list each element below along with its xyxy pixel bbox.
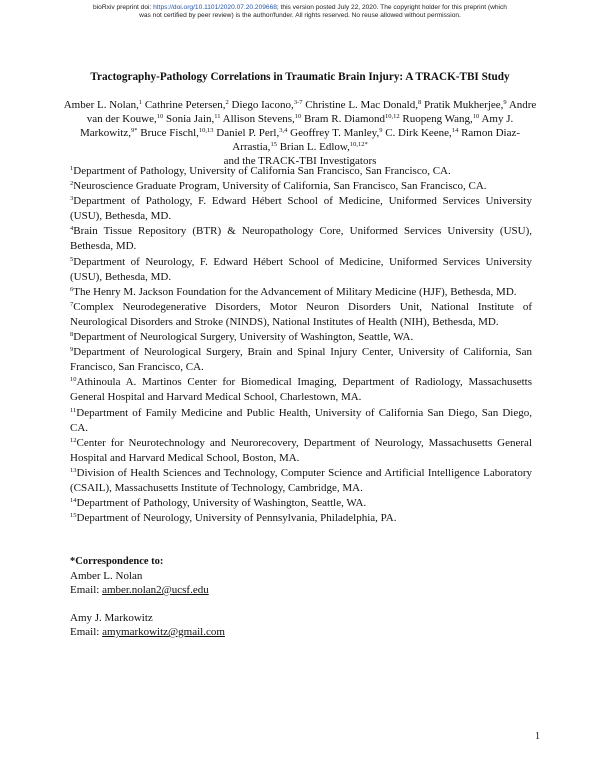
author-name: Geoffrey T. Manley, [290, 127, 380, 139]
author-affiliation-marker: 3-7 [293, 99, 303, 106]
author-affiliation-marker: 11 [214, 113, 221, 120]
author-affiliation-marker: 10,12 [385, 113, 400, 120]
affiliation-item [70, 330, 532, 345]
affiliation-text: Department of Neurological Surgery, University of Washington, Seattle, WA. [73, 331, 414, 344]
affiliation-text: Neuroscience Graduate Program, University of California, San Francisco, San Francisco, CA. [73, 180, 487, 193]
contact-name: Amber L. Nolan [70, 570, 143, 582]
author-affiliation-marker: 14 [451, 127, 459, 134]
author-affiliation-marker: 10,12* [349, 141, 368, 148]
author-name: Amy J. Markowitz, [79, 113, 514, 139]
author-name: Bruce Fischl, [140, 127, 199, 139]
affiliation-number: 11 [70, 406, 77, 414]
banner-line-2: was not certified by peer review) is the author/funder. All rights reserved. No reuse allowed without permission. [139, 12, 461, 19]
affiliation-item [70, 375, 532, 405]
affiliation-text: Center for Neurotechnology and Neurorecovery, Department of Neurology, Massachusetts General Hospital and Harvard Medical School, Boston, MA. [70, 436, 532, 464]
author-affiliation-marker: 10,13 [198, 127, 214, 134]
author-affiliation-marker: 3,4 [279, 127, 288, 134]
affiliation-item [70, 406, 532, 436]
author-name: Ruopeng Wang, [402, 113, 473, 125]
author-affiliation-marker: 15 [270, 141, 277, 148]
author-name: Ramon Diaz-Arrastia, [232, 127, 521, 153]
affiliation-number: 5 [70, 255, 74, 263]
affiliation-text: Department of Pathology, F. Edward Hébert School of Medicine, Uniformed Services University (USU), Bethesda, MD. [70, 195, 532, 223]
author-name: Andre van der Kouwe, [86, 99, 537, 125]
affiliation-item [70, 466, 532, 496]
affiliation-item [70, 511, 532, 526]
affiliation-item [70, 436, 532, 466]
affiliation-text: Department of Neurology, F. Edward Hébert School of Medicine, Uniformed Services University (USU), Bethesda, MD. [70, 255, 532, 283]
author-name: Cathrine Petersen, [144, 99, 226, 111]
author-name: Bram R. Diamond [304, 113, 386, 125]
affiliation-text: Department of Pathology, University of California San Francisco, San Francisco, CA. [73, 165, 451, 177]
author-name: C. Dirk Keene, [385, 127, 452, 139]
author-affiliation-marker: 8 [417, 99, 422, 106]
investigators-line: and the TRACK-TBI Investigators [223, 155, 377, 167]
contact-email-line [70, 625, 470, 639]
affiliation-text: Department of Family Medicine and Public Health, University of California San Diego, San Diego, CA. [70, 406, 532, 434]
email-link[interactable]: amymarkowitz@gmail.com [102, 626, 225, 638]
page-number: 1 [535, 731, 540, 742]
author-affiliation-marker: 10 [472, 113, 480, 120]
author-name: Allison Stevens, [222, 113, 295, 125]
author-affiliation-marker: 9 [379, 127, 383, 134]
affiliation-number: 15 [70, 512, 77, 520]
affiliation-text: Complex Neurodegenerative Disorders, Motor Neuron Disorders Unit, National Institute of Neurological Disorders and Stroke (NINDS), National Institutes of Health (NIH), Bethesda, MD. [70, 300, 532, 328]
affiliation-number: 10 [70, 376, 77, 384]
affiliation-item [70, 179, 532, 194]
affiliation-number: 9 [70, 346, 74, 354]
contact-spacer [70, 597, 470, 611]
affiliation-text: Division of Health Sciences and Technology, Computer Science and Artificial Intelligence Laboratory (CSAIL), Massachusetts Institute of Technology, Cambridge, MA. [70, 466, 532, 494]
affiliation-text: Department of Neurological Surgery, Brain and Spinal Injury Center, University of California, San Francisco, San Francisco, CA. [70, 346, 532, 374]
affiliation-number: 3 [70, 195, 74, 203]
author-name: Pratik Mukherjee, [423, 99, 504, 111]
authors [64, 99, 537, 153]
affiliation-item [70, 285, 532, 300]
affiliation-item [70, 496, 532, 511]
preprint-banner [20, 4, 580, 20]
affiliation-number: 13 [70, 466, 77, 474]
author-affiliation-marker: 9 [503, 99, 507, 106]
author-affiliation-marker: 10 [294, 113, 302, 120]
affiliation-number: 2 [70, 180, 74, 188]
affiliation-text: The Henry M. Jackson Foundation for the Advancement of Military Medicine (HJF), Bethesda, MD. [73, 285, 517, 298]
paper-title: Tractography-Pathology Correlations in Traumatic Brain Injury: A TRACK-TBI Study [90, 71, 510, 83]
affiliation-item [70, 255, 532, 285]
author-name: Sonia Jain, [165, 113, 215, 125]
banner-line-1: bioRxiv preprint doi: https://doi.org/10.1101/2020.07.20.209668; this version posted July 22, 2020. The copyright holder for this preprint (which [93, 4, 507, 11]
affiliation-item [70, 224, 532, 254]
affiliation-number: 12 [70, 436, 77, 444]
author-name: Amber L. Nolan, [63, 99, 139, 111]
affiliation-item [70, 345, 532, 375]
author-affiliation-marker: 9* [131, 127, 138, 134]
affiliation-number: 4 [70, 225, 74, 233]
affiliation-item [70, 164, 532, 179]
contact-name: Amy J. Markowitz [70, 612, 153, 624]
affiliation-number: 1 [70, 165, 74, 172]
author-affiliation-marker: 10 [156, 113, 164, 120]
affiliation-text: Department of Pathology, University of Washington, Seattle, WA. [76, 497, 367, 510]
affiliation-item [70, 194, 532, 224]
author-name: Brian L. Edlow, [279, 141, 350, 153]
contact-email-line [70, 583, 470, 597]
email-link[interactable]: amber.nolan2@ucsf.edu [102, 584, 209, 596]
correspondence-block [70, 555, 470, 639]
author-list [60, 98, 540, 168]
affiliation-number: 8 [70, 331, 74, 339]
email-label: Email: [70, 626, 103, 638]
author-affiliation-marker: 1 [138, 99, 143, 106]
author-name: Daniel P. Perl, [216, 127, 280, 139]
doi-link[interactable]: https://doi.org/10.1101/2020.07.20.209668 [153, 4, 277, 11]
author-affiliation-marker: 2 [225, 99, 229, 106]
affiliation-number: 6 [70, 285, 74, 293]
affiliation-text: Athinoula A. Martinos Center for Biomedical Imaging, Department of Radiology, Massachusetts General Hospital and Harvard Medical School, Charlestown, MA. [70, 376, 532, 404]
affiliation-number: 7 [70, 300, 74, 308]
affiliation-list [70, 164, 532, 526]
affiliation-text: Brain Tissue Repository (BTR) & Neuropathology Core, Uniformed Services University (USU), Bethesda, MD. [70, 225, 532, 253]
correspondence-heading: *Correspondence to: [70, 556, 164, 567]
author-name: Christine L. Mac Donald, [305, 99, 418, 111]
affiliation-item [70, 300, 532, 330]
affiliation-text: Department of Neurology, University of Pennsylvania, Philadelphia, PA. [76, 512, 397, 525]
email-label: Email: [70, 584, 103, 596]
author-name: Diego Iacono, [231, 99, 294, 111]
affiliation-number: 14 [70, 497, 77, 505]
